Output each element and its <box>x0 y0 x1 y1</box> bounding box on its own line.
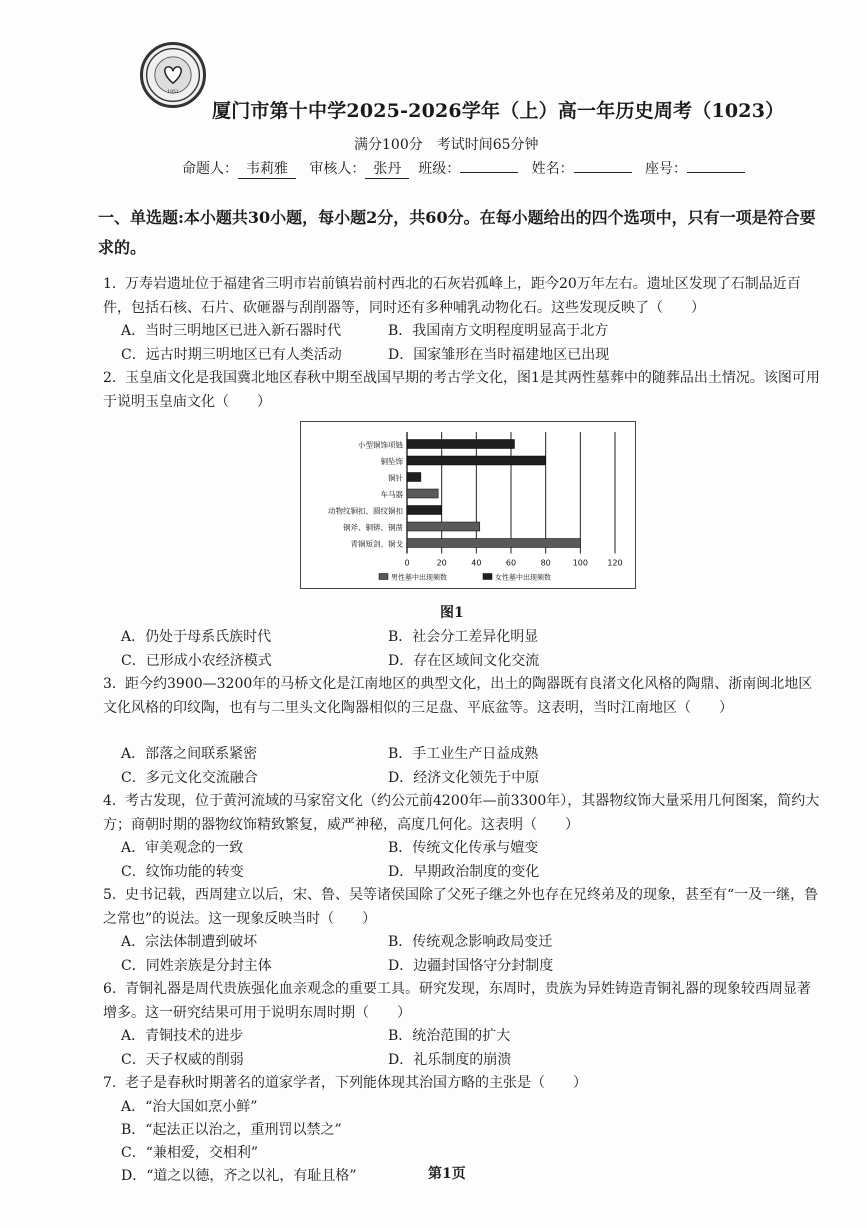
figure-caption: 图1 <box>440 605 464 621</box>
bar-chart <box>301 422 635 588</box>
category-label: 铜坠饰 <box>380 456 403 466</box>
question-number: 2. <box>103 370 117 386</box>
option-b[interactable]: B．统治范围的扩大 <box>388 1028 511 1044</box>
option-d[interactable]: D．早期政治制度的变化 <box>388 864 540 880</box>
option-a[interactable]: A．审美观念的一致 <box>121 840 244 856</box>
name-field[interactable] <box>574 172 632 173</box>
tick-label: 80 <box>540 558 551 568</box>
school-logo <box>140 42 206 108</box>
question-number: 3. <box>103 676 117 692</box>
option-a[interactable]: A．“治大国如烹小鲜” <box>121 1099 258 1115</box>
bar <box>407 473 421 482</box>
exam-subtitle: 满分100分 考试时间65分钟 <box>354 137 539 153</box>
question-number: 4. <box>103 793 117 809</box>
question-4 <box>103 790 821 837</box>
bar <box>407 456 546 465</box>
tick-label: 20 <box>436 558 447 568</box>
category-label: 铜斧、铜锛、铜凿 <box>343 522 403 532</box>
option-a[interactable]: A．青铜技术的进步 <box>121 1028 244 1044</box>
bar <box>407 489 438 498</box>
option-a[interactable]: A．当时三明地区已进入新石器时代 <box>121 323 342 339</box>
question-stem: 玉皇庙文化是我国冀北地区春秋中期至战国早期的考古学文化，图1是其两性墓葬中的随葬品出土情况。该图可用于说明玉皇庙文化（ ） <box>103 370 820 410</box>
question-stem: 史书记载，西周建立以后，宋、鲁、吴等诸侯国除了父死子继之外也存在兄终弟及的现象，甚至有“一及一继，鲁之常也”的说法。这一现象反映当时（ ） <box>103 887 819 927</box>
legend-swatch <box>379 574 388 580</box>
option-c[interactable]: C．纹饰功能的转变 <box>121 864 244 880</box>
logo-year: 1951 <box>167 90 179 96</box>
bar <box>407 522 480 531</box>
seat-label: 座号： <box>644 161 687 177</box>
name-label: 姓名： <box>531 161 574 177</box>
question-stem: 万寿岩遗址位于福建省三明市岩前镇岩前村西北的石灰岩孤峰上，距今20万年左右。遗址区发现了石制品近百件，包括石核、石片、砍砸器与刮削器等，同时还有多种哺乳动物化石。这些发现反映了（ ） <box>103 276 801 316</box>
question-number: 5. <box>103 887 117 903</box>
tick-label: 120 <box>607 558 623 568</box>
category-label: 小型铜饰项链 <box>358 440 403 450</box>
legend-swatch <box>483 574 492 580</box>
option-a[interactable]: A．仍处于母系氏族时代 <box>121 629 272 645</box>
option-b[interactable]: B．手工业生产日益成熟 <box>388 746 539 762</box>
question-stem: 青铜礼器是周代贵族强化血亲观念的重要工具。研究发现，东周时，贵族为异姓铸造青铜礼器的现象较西周显著增多。这一研究结果可用于说明东周时期（ ） <box>103 981 811 1021</box>
question-2 <box>103 367 821 414</box>
option-c[interactable]: C．已形成小农经济模式 <box>121 653 272 669</box>
option-d[interactable]: D．经济文化领先于中原 <box>388 770 540 786</box>
question-stem: 老子是春秋时期著名的道家学者，下列能体现其治国方略的主张是（ ） <box>125 1075 587 1091</box>
question-5 <box>103 884 821 931</box>
option-b[interactable]: B．传统文化传承与嬗变 <box>388 840 539 856</box>
section-heading: 一、单选题:本小题共30小题，每小题2分，共60分。在每小题给出的四个选项中，只有一项是符合要求的。 <box>98 208 816 257</box>
setter-name: 韦莉雅 <box>238 158 296 179</box>
figure-1-chart <box>300 421 636 589</box>
option-b[interactable]: B．“起法正以治之，重刑罚以禁之” <box>121 1122 342 1138</box>
option-c[interactable]: C．远古时期三明地区已有人类活动 <box>121 347 342 363</box>
tick-label: 60 <box>505 558 517 568</box>
option-b[interactable]: B．我国南方文明程度明显高于北方 <box>388 323 609 339</box>
category-label: 青铜短剑、铜戈 <box>350 539 403 549</box>
option-c[interactable]: C．天子权威的削弱 <box>121 1052 244 1068</box>
legend-label: 男性墓中出现频数 <box>391 573 447 582</box>
category-label: 车马器 <box>380 489 403 499</box>
class-label: 班级： <box>418 161 461 177</box>
bar <box>407 506 442 515</box>
option-a[interactable]: A．宗法体制遭到破坏 <box>121 934 258 950</box>
tick-label: 100 <box>572 558 588 568</box>
option-a[interactable]: A．部落之间联系紧密 <box>121 746 258 762</box>
reviewer-label: 审核人： <box>309 161 366 177</box>
question-stem: 考古发现，位于黄河流域的马家窑文化（约公元前4200年—前3300年），其器物纹饰大量采用几何图案，简约大方；商朝时期的器物纹饰精致繁复，威严神秘，高度几何化。这表明（ ） <box>103 793 820 833</box>
reviewer-name: 张丹 <box>365 158 409 179</box>
question-3 <box>103 673 821 720</box>
category-label: 铜针 <box>388 473 403 483</box>
question-number: 1. <box>103 276 117 292</box>
question-stem: 距今约3900—3200年的马桥文化是江南地区的典型文化，出土的陶器既有良渚文化风格的陶鼎、浙南闽北地区文化风格的印纹陶，也有与二里头文化陶器相似的三足盘、平底盆等。这表明，当时江南地区（ ） <box>103 676 813 716</box>
question-7 <box>103 1072 821 1096</box>
seat-field[interactable] <box>687 172 745 173</box>
option-d[interactable]: D．边疆封国恪守分封制度 <box>388 958 554 974</box>
option-c[interactable]: C．同姓亲族是分封主体 <box>121 958 272 974</box>
question-number: 6. <box>103 981 117 997</box>
option-d[interactable]: D．国家雏形在当时福建地区已出现 <box>388 347 610 363</box>
bar <box>407 440 514 449</box>
exam-title: 厦门市第十中学2025-2026学年（上）高一年历史周考（1023） <box>212 100 785 122</box>
option-c[interactable]: C．“兼相爱，交相利” <box>121 1145 259 1161</box>
tick-label: 0 <box>404 558 410 568</box>
class-field[interactable] <box>460 172 518 173</box>
bar <box>407 539 580 548</box>
category-label: 动物纹铜扣、圆纹铜扣 <box>328 506 403 516</box>
legend-label: 女性墓中出现频数 <box>495 573 551 582</box>
question-number: 7. <box>103 1075 117 1091</box>
question-6 <box>103 978 821 1025</box>
exam-meta-line <box>182 158 745 179</box>
option-d[interactable]: D．“道之以德，齐之以礼，有耻且格” <box>121 1168 357 1184</box>
tick-label: 40 <box>471 558 482 568</box>
option-c[interactable]: C．多元文化交流融合 <box>121 770 258 786</box>
setter-label: 命题人： <box>182 161 238 177</box>
page-number: 第1页 <box>428 1166 466 1182</box>
option-d[interactable]: D．礼乐制度的崩溃 <box>388 1052 512 1068</box>
option-d[interactable]: D．存在区域间文化交流 <box>388 653 540 669</box>
question-1 <box>103 273 821 320</box>
option-b[interactable]: B．社会分工差异化明显 <box>388 629 539 645</box>
option-b[interactable]: B．传统观念影响政局变迁 <box>388 934 553 950</box>
